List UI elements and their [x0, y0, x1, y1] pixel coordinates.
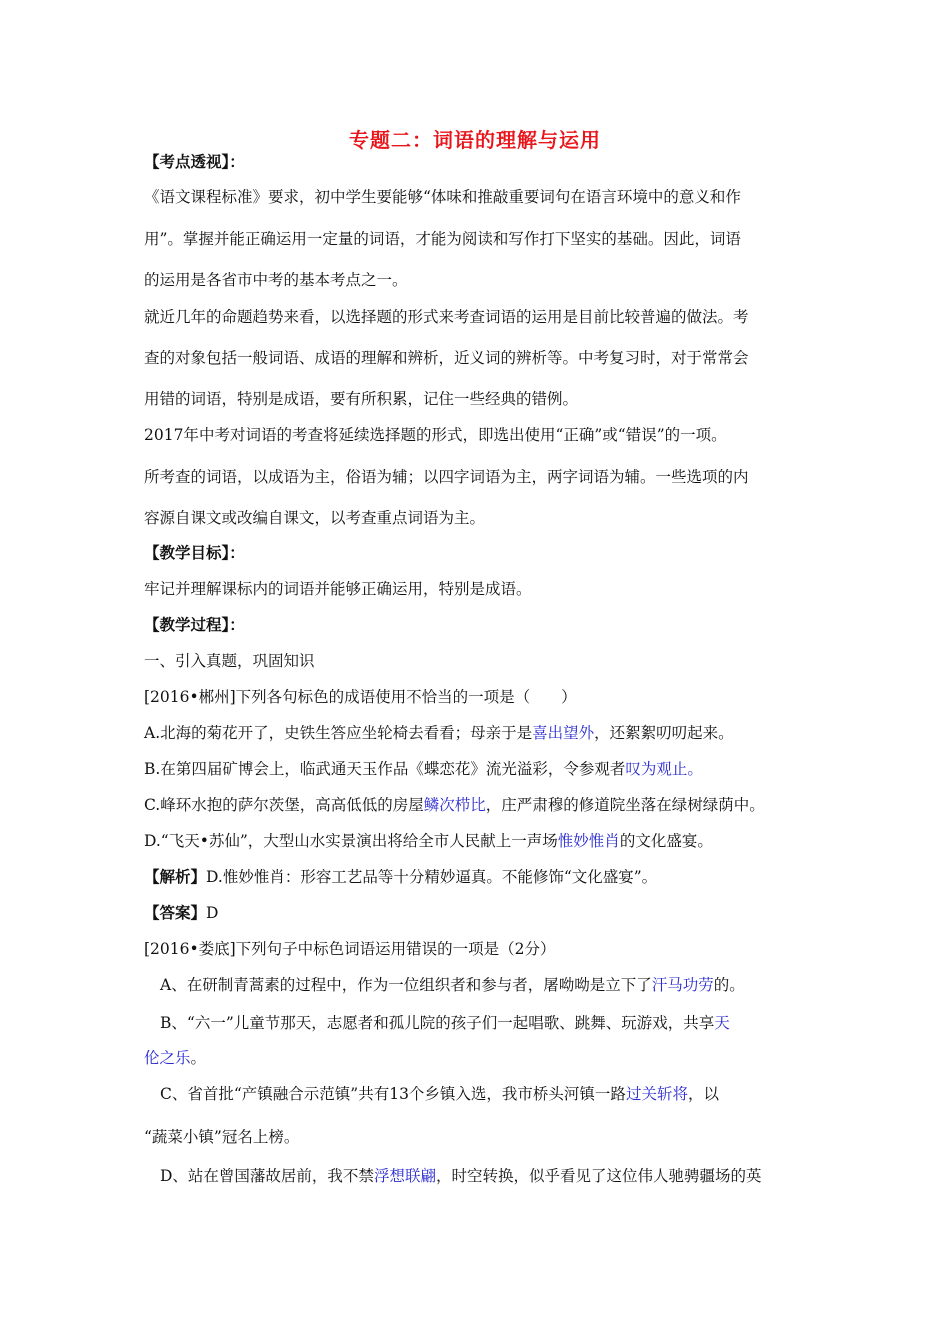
highlighted-idiom: 叹为观止: [625, 760, 688, 778]
option-text: ，还絮絮叨叨起来。: [594, 724, 734, 742]
highlighted-idiom: 鳞次栉比: [423, 796, 486, 814]
option-text: 。: [687, 760, 703, 778]
paragraph-line: 2017年中考对词语的考查将延续选择题的形式，即选出使用“正确”或“错误”的一项。: [144, 426, 727, 444]
paragraph-line: 所考查的词语，以成语为主，俗语为辅；以四字词语为主，两字词语为辅。一些选项的内: [144, 468, 749, 486]
highlighted-idiom: 天: [714, 1014, 730, 1032]
page-title: 专题二：词语的理解与运用: [349, 128, 601, 152]
option-text: ，时空转换，似乎看见了这位伟人驰骋疆场的英: [435, 1167, 762, 1185]
section-heading-mubiao: 【教学目标】：: [144, 543, 245, 562]
option-text: D、站在曾国藩故居前，我不禁: [160, 1167, 374, 1185]
question-stem: [2016•娄底]下列句子中标色词语运用错误的一项是（2分）: [144, 940, 556, 958]
highlighted-idiom: 惟妙惟肖: [557, 832, 620, 850]
option-text: B.在第四届矿博会上，临武通天玉作品《蝶恋花》流光溢彩，令参观者: [144, 760, 626, 778]
section-heading-kaodian: 【考点透视】：: [144, 152, 245, 171]
option-text: 的。: [713, 976, 745, 994]
option-text: 的文化盛宴。: [619, 832, 713, 850]
option-text: C、省首批“产镇融合示范镇”共有13个乡镇入选，我市桥头河镇一路: [160, 1085, 626, 1103]
option-b: [144, 758, 814, 780]
analysis-label: 【解析】: [144, 867, 207, 886]
paragraph-line: 的运用是各省市中考的基本考点之一。: [144, 271, 408, 289]
paragraph-line: 《语文课程标准》要求，初中学生要能够“体味和推敲重要词句在语言环境中的意义和作: [144, 188, 741, 206]
paragraph-line: 用错的词语，特别是成语，要有所积累，记住一些经典的错例。: [144, 390, 579, 408]
option-a: [144, 722, 814, 744]
analysis-text: D.惟妙惟肖：形容工艺品等十分精妙逼真。不能修饰“文化盛宴”。: [206, 868, 658, 886]
option-c: [144, 794, 814, 816]
option-a: [160, 974, 830, 996]
option-text: ，以: [687, 1085, 719, 1103]
highlighted-idiom: 过关斩将: [625, 1085, 688, 1103]
answer: [144, 902, 814, 924]
option-d: [160, 1165, 830, 1187]
paragraph-line: 容源自课文或改编自课文，以考查重点词语为主。: [144, 509, 486, 527]
highlighted-idiom: 浮想联翩: [373, 1167, 436, 1185]
part-heading: 一、引入真题，巩固知识: [144, 652, 315, 670]
highlighted-idiom: 伦之乐: [144, 1049, 191, 1067]
paragraph-line: 就近几年的命题趋势来看，以选择题的形式来考查词语的运用是目前比较普遍的做法。考: [144, 308, 749, 326]
question-stem: [2016•郴州]下列各句标色的成语使用不恰当的一项是（ ）: [144, 688, 577, 706]
option-c: [160, 1083, 830, 1105]
option-text: 。: [190, 1049, 207, 1067]
option-text: ，庄严肃穆的修道院坐落在绿树绿荫中。: [485, 796, 765, 814]
highlighted-idiom: 汗马功劳: [651, 976, 714, 994]
option-d: [144, 830, 814, 852]
paragraph-line: 用”。掌握并能正确运用一定量的词语，才能为阅读和写作打下坚实的基础。因此，词语: [144, 230, 741, 248]
answer-text: D: [206, 904, 219, 922]
answer-label: 【答案】: [144, 903, 207, 922]
option-b: [160, 1012, 830, 1034]
paragraph-line: 查的对象包括一般词语、成语的理解和辨析，近义词的辨析等。中考复习时，对于常常会: [144, 349, 749, 367]
option-text: A、在研制青蒿素的过程中，作为一位组织者和参与者，屠呦呦是立下了: [160, 976, 652, 994]
section-heading-guocheng: 【教学过程】：: [144, 615, 245, 634]
paragraph-line: 牢记并理解课标内的词语并能够正确运用，特别是成语。: [144, 580, 532, 598]
option-text: B、“六一”儿童节那天，志愿者和孤儿院的孩子们一起唱歌、跳舞、玩游戏，共享: [160, 1014, 715, 1032]
option-b-continued: [144, 1047, 814, 1069]
highlighted-idiom: 喜出望外: [532, 724, 595, 742]
analysis: [144, 866, 814, 888]
option-text: C.峰环水抱的萨尔茨堡，高高低低的房屋: [144, 796, 424, 814]
option-text: A.北海的菊花开了，史铁生答应坐轮椅去看看；母亲于是: [144, 724, 533, 742]
option-c-continued: “蔬菜小镇”冠名上榜。: [144, 1128, 300, 1146]
option-text: D.“飞天•苏仙”，大型山水实景演出将给全市人民献上一声场: [144, 832, 558, 850]
